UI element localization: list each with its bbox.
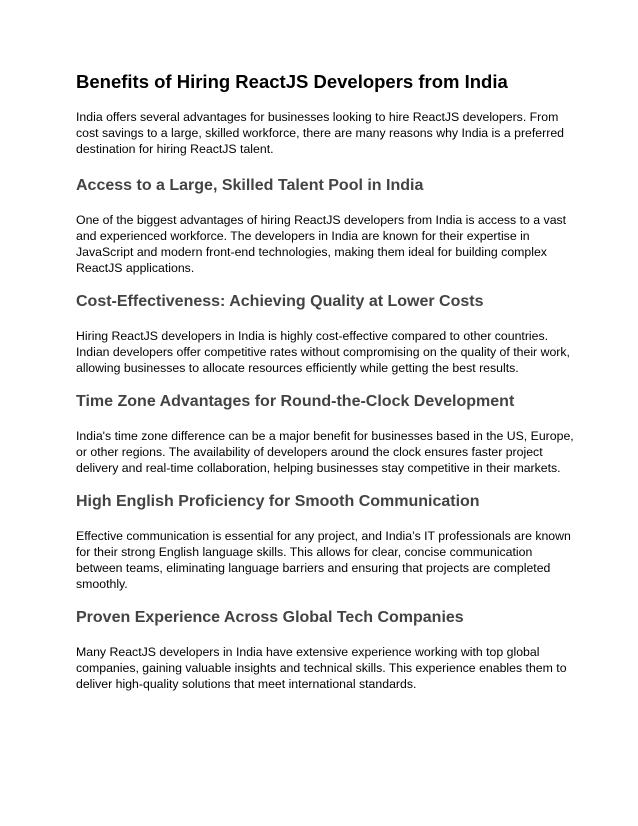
- section-body-cost-effectiveness: Hiring ReactJS developers in India is highly cost-effective compared to other countries. Indian developers offer competitive rates without compromising on the quality of their work, allowing businesses to allocate resources efficiently while getting the best results.: [76, 329, 570, 375]
- section-body-proven-experience: Many ReactJS developers in India have extensive experience working with top global companies, gaining valuable insights and technical skills. This experience enables them to deliver high-quality solutions that meet international standards.: [76, 645, 567, 691]
- section-heading-talent-pool: Access to a Large, Skilled Talent Pool in India: [76, 177, 424, 194]
- section-heading-time-zone: Time Zone Advantages for Round-the-Clock Development: [76, 393, 515, 410]
- document-page: [76, 70, 576, 707]
- document-title: Benefits of Hiring ReactJS Developers from India: [76, 71, 508, 92]
- section-body-time-zone: India's time zone difference can be a major benefit for businesses based in the US, Europe, or other regions. The availability of developers around the clock ensures faster project delivery and real-time collaboration, helping businesses stay competitive in their markets.: [76, 429, 574, 475]
- section-heading-english-proficiency: High English Proficiency for Smooth Communication: [76, 493, 480, 510]
- section-heading-cost-effectiveness: Cost-Effectiveness: Achieving Quality at Lower Costs: [76, 293, 484, 310]
- intro-paragraph: India offers several advantages for businesses looking to hire ReactJS developers. From cost savings to a large, skilled workforce, there are many reasons why India is a preferred destination for hiring ReactJS talent.: [76, 110, 565, 156]
- section-body-english-proficiency: Effective communication is essential for any project, and India’s IT professionals are known for their strong English language skills. This allows for clear, concise communication between teams, eliminating language barriers and ensuring that projects are completed smoothly.: [76, 529, 571, 591]
- section-body-talent-pool: One of the biggest advantages of hiring ReactJS developers from India is access to a vast and experienced workforce. The developers in India are known for their expertise in JavaScript and modern front-end technologies, making them ideal for building complex ReactJS applications.: [76, 213, 567, 275]
- section-heading-proven-experience: Proven Experience Across Global Tech Companies: [76, 609, 464, 626]
